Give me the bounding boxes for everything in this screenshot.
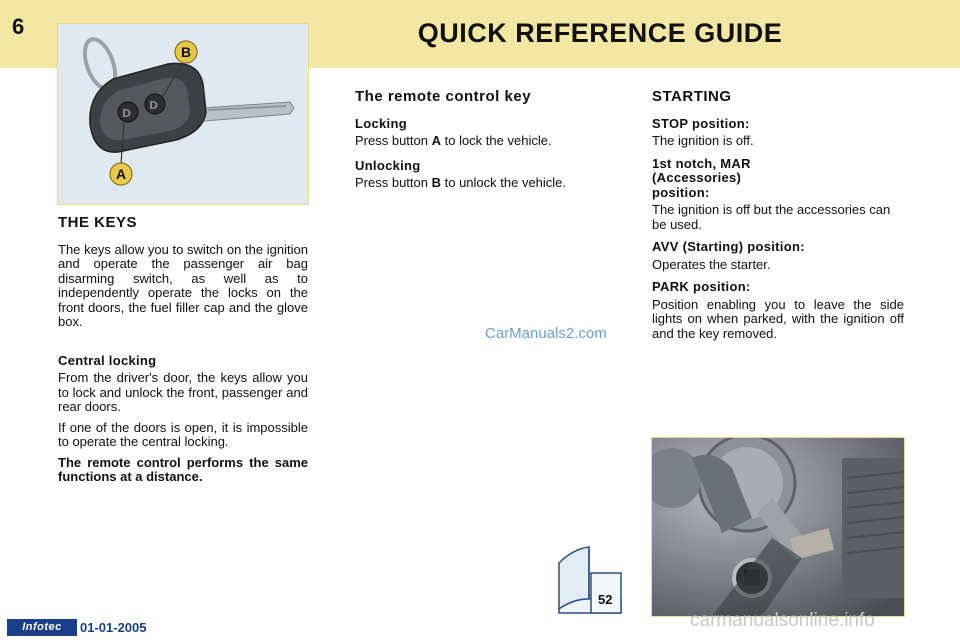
mar-text: The ignition is off but the accessories can be used. <box>652 202 891 232</box>
footer-date: 01-01-2005 <box>80 620 147 635</box>
keys-heading: THE KEYS <box>58 214 138 231</box>
unlocking-text-pre: Press button <box>355 175 432 190</box>
svg-text:A: A <box>115 166 127 182</box>
locking-text-post: to lock the vehicle. <box>441 133 552 148</box>
unlocking-text-post: to unlock the vehicle. <box>441 175 567 190</box>
ignition-illustration <box>651 437 905 617</box>
page-corner-icon <box>553 543 625 615</box>
park-text: Position enabling you to leave the side lights on when parked, with the ignition off and the key removed. <box>652 296 904 341</box>
starting-section <box>652 90 904 347</box>
svg-text:B: B <box>180 44 192 60</box>
remote-key-illustration <box>57 23 309 205</box>
locking-text <box>355 134 625 149</box>
callout-a <box>110 163 132 185</box>
park-heading: PARK position: <box>652 279 751 294</box>
avv-heading: AVV (Starting) position: <box>652 239 805 254</box>
infotec-logo: Infotec <box>7 619 77 636</box>
button-b-label: B <box>431 175 441 190</box>
locking-heading: Locking <box>355 115 407 131</box>
svg-text:D: D <box>122 107 132 120</box>
page-number: 52 <box>598 592 613 607</box>
watermark: CarManuals2.com <box>485 325 607 342</box>
keys-intro: The keys allow you to switch on the ignition and operate the passenger air bag disarming switch, as well as to independently operate the locks on the front doors, the fuel filler cap and the glove box. <box>58 241 308 329</box>
mar-heading: 1st notch, MAR (Accessories) position: <box>652 155 751 200</box>
callout-b <box>175 41 197 63</box>
svg-text:D: D <box>149 99 159 112</box>
button-a-label: A <box>431 133 441 148</box>
central-locking-note: The remote control performs the same functions at a distance. <box>58 454 308 484</box>
unlocking-heading: Unlocking <box>355 157 421 173</box>
starting-heading: STARTING <box>652 88 732 105</box>
locking-text-pre: Press button <box>355 133 432 148</box>
keys-section <box>58 216 308 491</box>
central-locking-heading: Central locking <box>58 352 157 368</box>
remote-heading: The remote control key <box>355 88 532 105</box>
chapter-number: 6 <box>12 14 25 39</box>
footer-site-watermark: carmanualsonline.info <box>690 610 875 631</box>
section-gap <box>58 336 308 354</box>
central-locking-text-1: From the driver's door, the keys allow you to lock and unlock the front, passenger and rear doors. <box>58 370 308 414</box>
stop-heading: STOP position: <box>652 115 750 131</box>
central-locking-text-2: If one of the doors is open, it is impossible to operate the central locking. <box>58 419 308 449</box>
page-title: QUICK REFERENCE GUIDE <box>417 18 783 48</box>
remote-section <box>355 90 625 197</box>
unlocking-text <box>355 176 625 191</box>
avv-text: Operates the starter. <box>652 256 771 272</box>
stop-text: The ignition is off. <box>652 133 754 148</box>
